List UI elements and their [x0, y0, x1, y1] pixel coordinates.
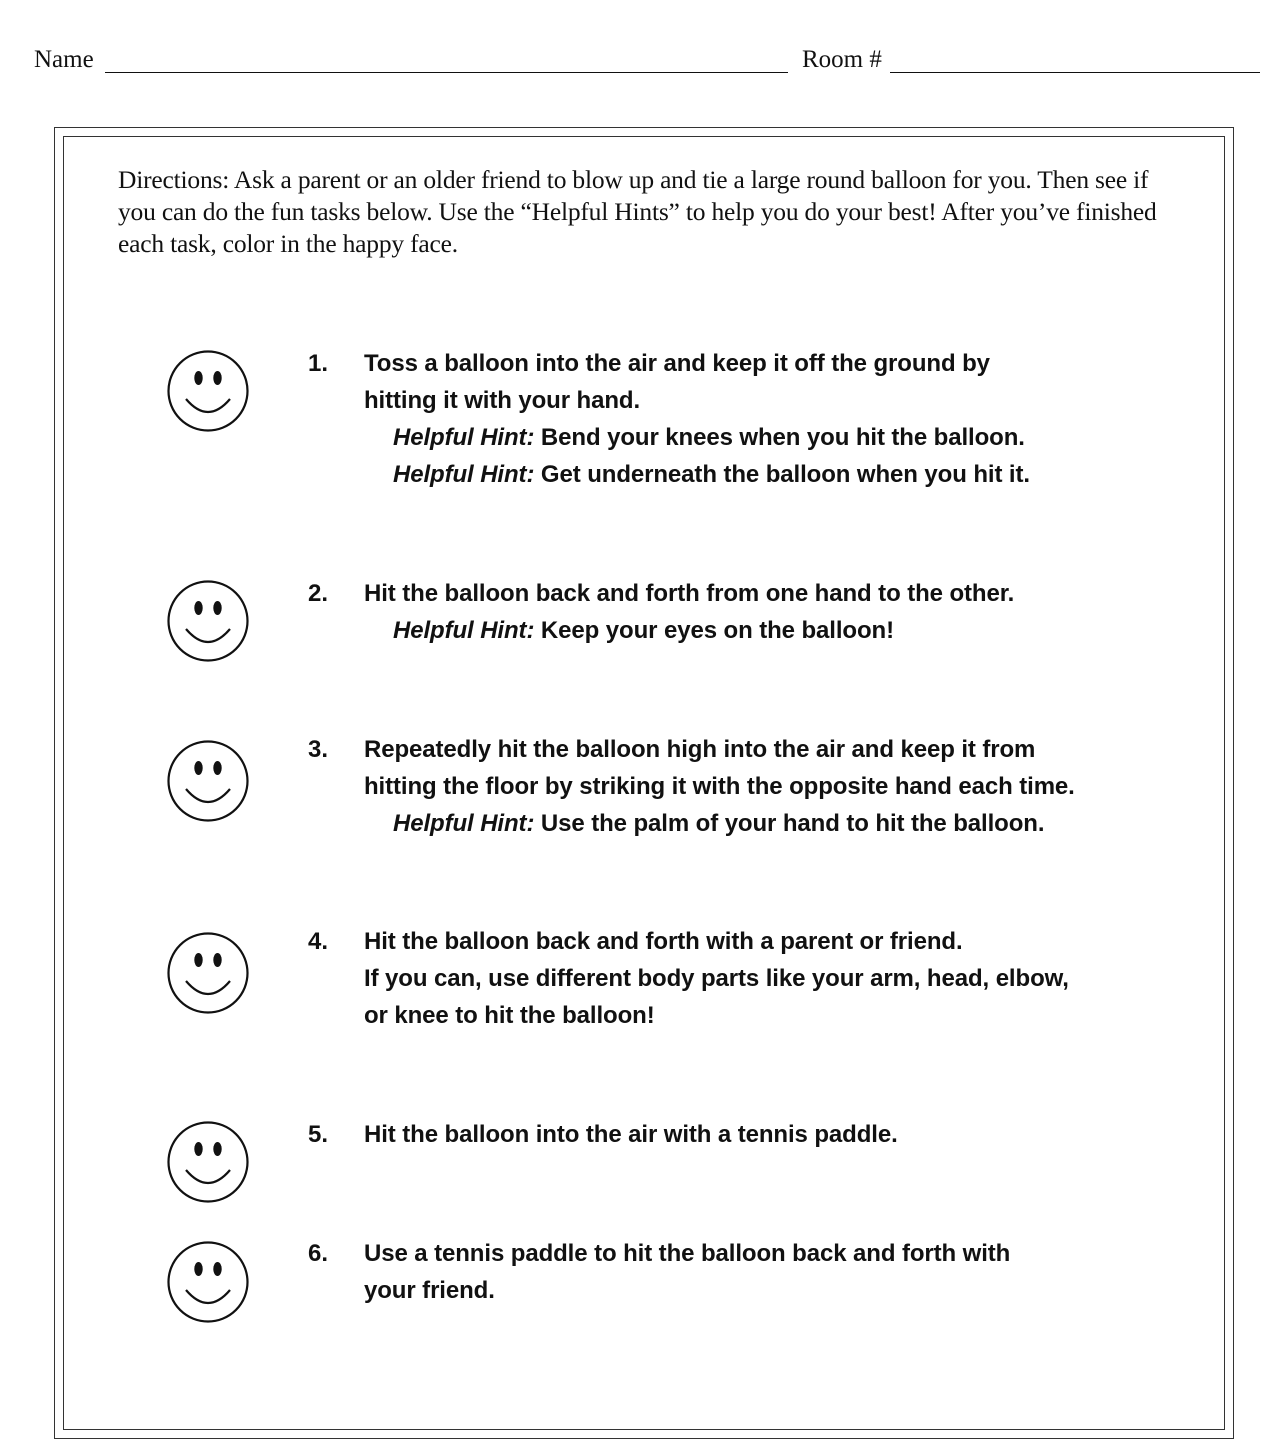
happy-face-icon[interactable]	[166, 579, 250, 663]
hint-text: Bend your knees when you hit the balloon.	[540, 424, 1025, 451]
directions-text: Directions: Ask a parent or an older friend to blow up and tie a large round balloon for you. Then see if you can do the fun tasks below. Use the “Helpful Hints” to help you do your best! After you’ve finished each task, color in the happy face.	[118, 165, 1157, 258]
hint-text: Keep your eyes on the balloon!	[540, 617, 894, 644]
task-text	[364, 575, 1244, 649]
hint-text: Use the palm of your hand to hit the balloon.	[540, 810, 1045, 837]
task-text	[364, 345, 1244, 493]
happy-face-icon[interactable]	[166, 931, 250, 1015]
task-line: or knee to hit the balloon!	[364, 1002, 655, 1029]
task-line: hitting the floor by striking it with the opposite hand each time.	[364, 773, 1075, 800]
hint-label: Helpful Hint:	[393, 810, 535, 837]
task-line: Use a tennis paddle to hit the balloon back and forth with	[364, 1240, 1011, 1267]
happy-face-icon[interactable]	[166, 739, 250, 823]
room-label: Room #	[802, 46, 882, 73]
task-number: 2.	[308, 580, 329, 607]
happy-face-icon[interactable]	[166, 1240, 250, 1324]
task-line: your friend.	[364, 1277, 495, 1304]
task-line: hitting it with your hand.	[364, 387, 641, 414]
task-number: 6.	[308, 1240, 329, 1267]
happy-face-icon[interactable]	[166, 1120, 250, 1204]
room-field[interactable]	[890, 72, 1260, 73]
task-number: 3.	[308, 736, 329, 763]
task-text	[364, 1235, 1244, 1309]
hint-label: Helpful Hint:	[393, 424, 535, 451]
happy-face-icon[interactable]	[166, 349, 250, 433]
helpful-hint	[364, 419, 1244, 456]
task-line: Hit the balloon back and forth from one hand to the other.	[364, 580, 1015, 607]
task-line: Repeatedly hit the balloon high into the air and keep it from	[364, 736, 1036, 763]
task-line: Toss a balloon into the air and keep it off the ground by	[364, 350, 990, 377]
student-info-header	[34, 44, 1260, 80]
task-line: Hit the balloon back and forth with a parent or friend.	[364, 928, 963, 955]
task-number: 1.	[308, 350, 329, 377]
name-field[interactable]	[105, 72, 788, 73]
task-text	[364, 1116, 1244, 1153]
hint-text: Get underneath the balloon when you hit it.	[540, 461, 1030, 488]
helpful-hint	[364, 612, 1244, 649]
task-number: 4.	[308, 928, 329, 955]
task-line: If you can, use different body parts like your arm, head, elbow,	[364, 965, 1069, 992]
hint-label: Helpful Hint:	[393, 461, 535, 488]
helpful-hint	[364, 805, 1244, 842]
task-line: Hit the balloon into the air with a tennis paddle.	[364, 1121, 898, 1148]
task-number: 5.	[308, 1121, 329, 1148]
task-text	[364, 731, 1244, 842]
helpful-hint	[364, 456, 1244, 493]
hint-label: Helpful Hint:	[393, 617, 535, 644]
task-text	[364, 923, 1244, 1034]
name-label: Name	[34, 46, 94, 73]
